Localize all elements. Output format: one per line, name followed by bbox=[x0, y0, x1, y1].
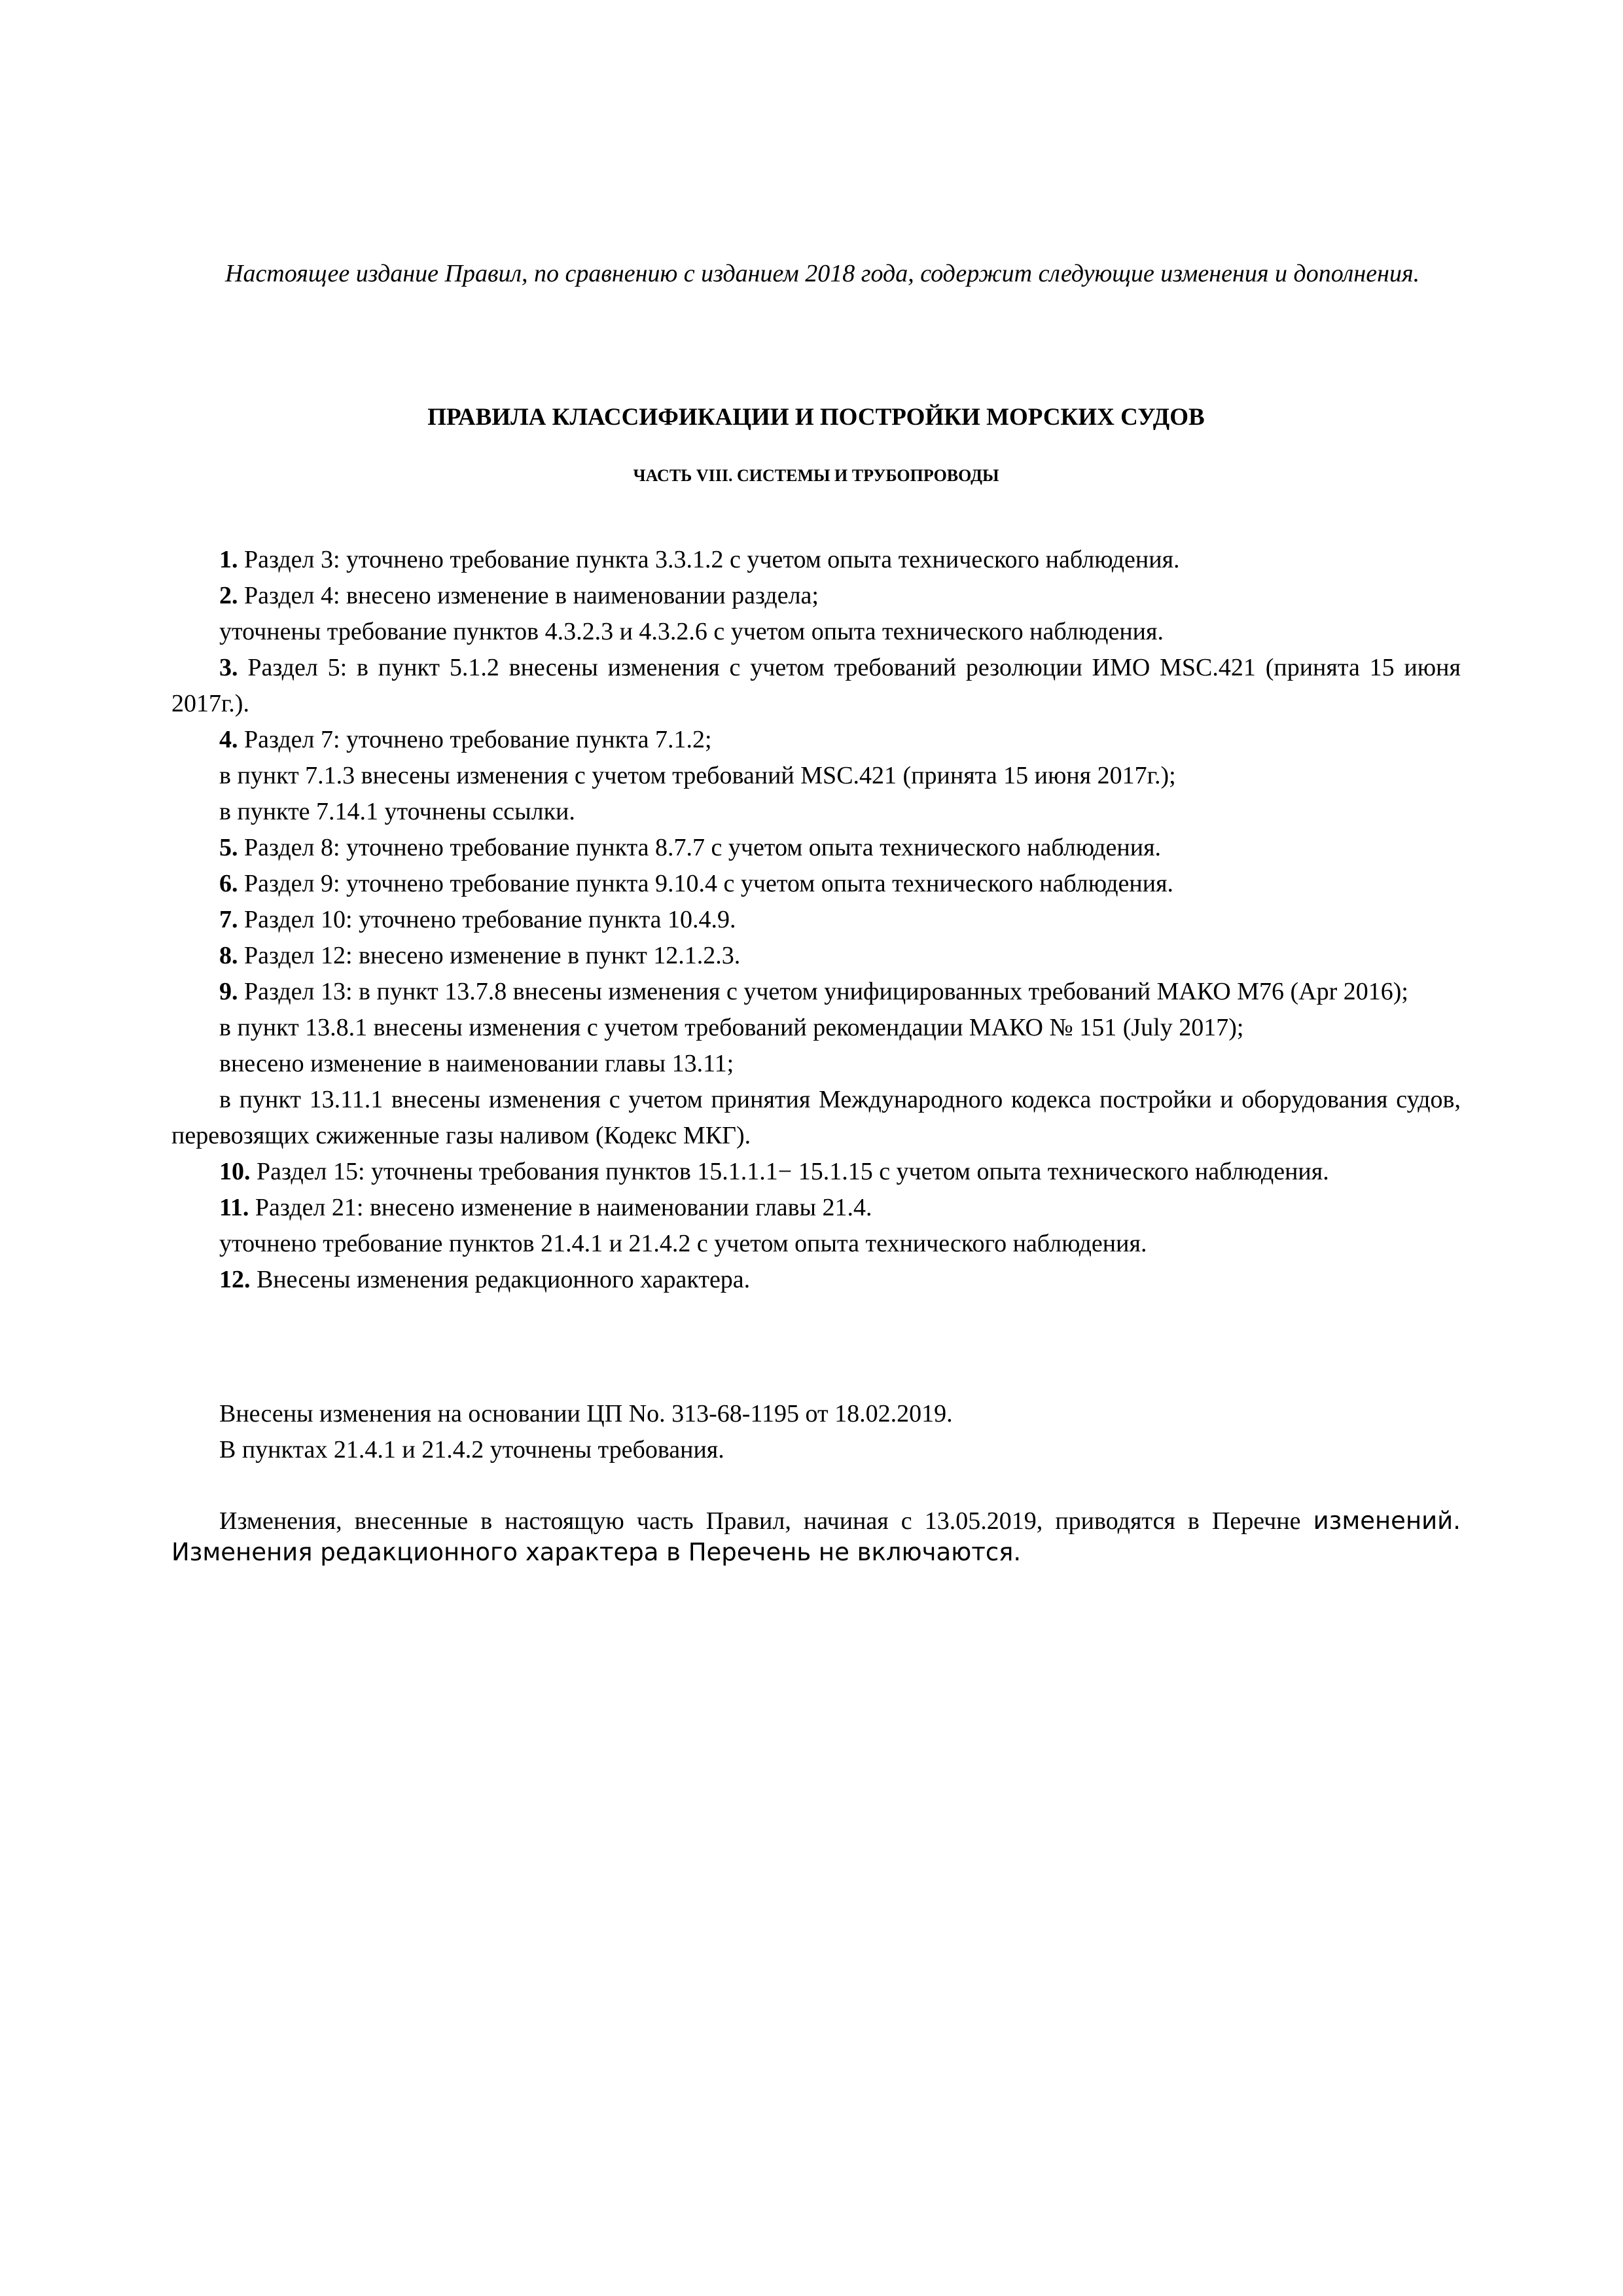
item-text: Раздел 7: уточнено требование пункта 7.1.2; bbox=[238, 726, 712, 753]
change-item-8 bbox=[171, 830, 1461, 866]
change-item-12 bbox=[171, 974, 1461, 1010]
change-item-7 bbox=[171, 794, 1461, 830]
change-item-5 bbox=[171, 722, 1461, 758]
item-number: 3. bbox=[219, 654, 238, 681]
document-title: ПРАВИЛА КЛАССИФИКАЦИИ И ПОСТРОЙКИ МОРСКИХ СУДОВ bbox=[427, 404, 1205, 431]
item-number: 1. bbox=[219, 546, 238, 573]
item-text: Раздел 10: уточнено требование пункта 10.4.9. bbox=[238, 906, 736, 933]
item-text: Раздел 15: уточнены требования пунктов 15.1.1.1− 15.1.15 с учетом опыта технического наблюдения. bbox=[250, 1158, 1329, 1185]
item-text: Раздел 3: уточнено требование пункта 3.3.1.2 с учетом опыта технического наблюдения. bbox=[238, 546, 1180, 573]
final-text-part2: изменений. Изменения редакционного характера в Перечень не включаются. bbox=[171, 1507, 1461, 1566]
item-text: Раздел 8: уточнено требование пункта 8.7.7 с учетом опыта технического наблюдения. bbox=[238, 834, 1162, 861]
item-text: Внесены изменения редакционного характера. bbox=[250, 1266, 751, 1293]
change-item-11 bbox=[171, 938, 1461, 974]
item-text: Раздел 21: внесено изменение в наименовании главы 21.4. bbox=[249, 1194, 872, 1221]
item-number: 8. bbox=[219, 942, 238, 969]
basis-line-1: Внесены изменения на основании ЦП No. 313-68-1195 от 18.02.2019. bbox=[219, 1400, 953, 1427]
basis-block bbox=[171, 1396, 1461, 1468]
change-item-17 bbox=[171, 1190, 1461, 1226]
item-number: 2. bbox=[219, 582, 238, 609]
change-item-3 bbox=[171, 614, 1461, 650]
item-text: Раздел 4: внесено изменение в наименовании раздела; bbox=[238, 582, 819, 609]
part-subtitle: ЧАСТЬ VIII. СИСТЕМЫ И ТРУБОПРОВОДЫ bbox=[633, 466, 999, 485]
item-number: 5. bbox=[219, 834, 238, 861]
item-number: 9. bbox=[219, 978, 238, 1005]
basis-line-2: В пунктах 21.4.1 и 21.4.2 уточнены требования. bbox=[219, 1436, 724, 1463]
item-text: в пункт 7.1.3 внесены изменения с учетом требований MSC.421 (принята 15 июня 2017г.); bbox=[219, 762, 1176, 789]
item-text: Раздел 5: в пункт 5.1.2 внесены изменения с учетом требований резолюции ИМО MSC.421 (принята 15 июня 2017г.). bbox=[171, 654, 1461, 717]
item-number: 7. bbox=[219, 906, 238, 933]
change-item-4 bbox=[171, 650, 1461, 722]
change-item-9 bbox=[171, 866, 1461, 902]
change-item-16 bbox=[171, 1154, 1461, 1190]
change-item-2 bbox=[171, 578, 1461, 614]
item-text: Раздел 9: уточнено требование пункта 9.10.4 с учетом опыта технического наблюдения. bbox=[238, 870, 1174, 897]
item-text: Раздел 12: внесено изменение в пункт 12.1.2.3. bbox=[238, 942, 741, 969]
item-number: 11. bbox=[219, 1194, 249, 1221]
final-note bbox=[171, 1505, 1461, 1568]
item-text: в пункт 13.11.1 внесены изменения с учетом принятия Международного кодекса постройки и оборудования судов, перевозящих сжиженные газы наливом (Кодекс МКГ). bbox=[171, 1086, 1461, 1149]
changes-list bbox=[171, 542, 1461, 1298]
change-item-18 bbox=[171, 1226, 1461, 1262]
change-item-19 bbox=[171, 1262, 1461, 1298]
item-text: уточнены требование пунктов 4.3.2.3 и 4.3.2.6 с учетом опыта технического наблюдения. bbox=[219, 618, 1164, 645]
change-item-13 bbox=[171, 1010, 1461, 1046]
item-text: внесено изменение в наименовании главы 13.11; bbox=[219, 1050, 734, 1077]
change-item-1 bbox=[171, 542, 1461, 578]
change-item-14 bbox=[171, 1046, 1461, 1082]
item-number: 12. bbox=[219, 1266, 251, 1293]
item-text: в пункте 7.14.1 уточнены ссылки. bbox=[219, 798, 575, 825]
change-item-10 bbox=[171, 902, 1461, 938]
item-number: 6. bbox=[219, 870, 238, 897]
intro-paragraph: Настоящее издание Правил, по сравнению с изданием 2018 года, содержит следующие изменения и дополнения. bbox=[225, 260, 1420, 287]
item-text: Раздел 13: в пункт 13.7.8 внесены изменения с учетом унифицированных требований МАКО М76 (Apr 2016); bbox=[238, 978, 1408, 1005]
item-number: 4. bbox=[219, 726, 238, 753]
item-text: в пункт 13.8.1 внесены изменения с учетом требований рекомендации МАКО № 151 (July 2017); bbox=[219, 1014, 1244, 1041]
change-item-6 bbox=[171, 758, 1461, 794]
item-text: уточнено требование пунктов 21.4.1 и 21.4.2 с учетом опыта технического наблюдения. bbox=[219, 1230, 1147, 1257]
final-paragraph bbox=[171, 1505, 1461, 1568]
change-item-15 bbox=[171, 1082, 1461, 1154]
item-number: 10. bbox=[219, 1158, 251, 1185]
final-text-part1: Изменения, внесенные в настоящую часть Правил, начиная с 13.05.2019, приводятся в Перечне bbox=[219, 1507, 1313, 1535]
